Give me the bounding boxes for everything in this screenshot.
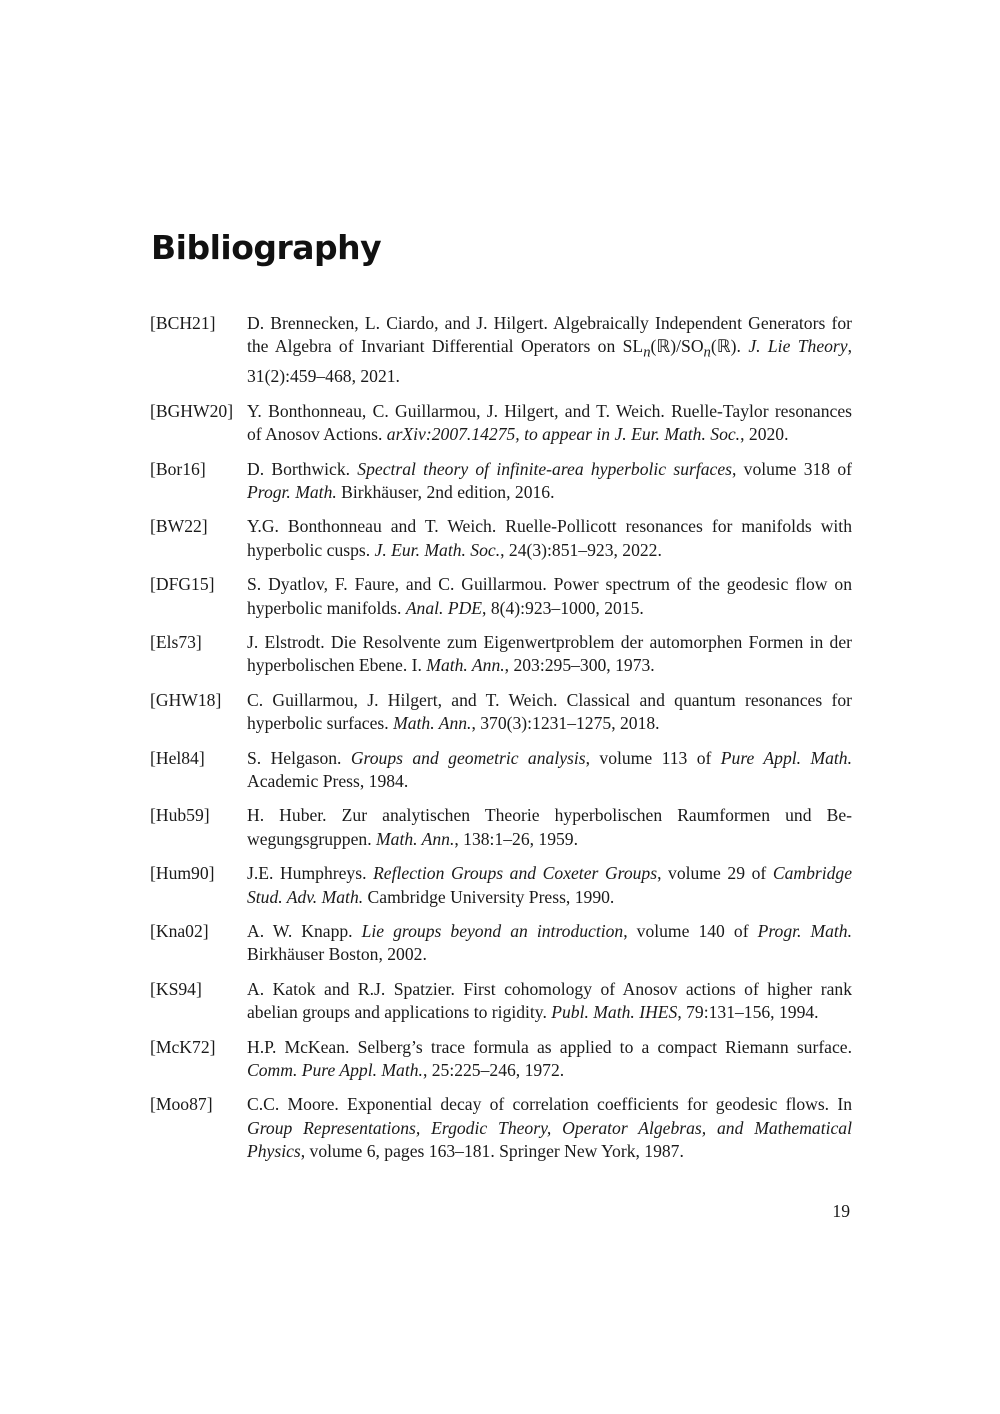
bib-italic-text: Progr. Math. [757,921,852,942]
bib-italic-text: Groups and geometric analysis [350,747,586,768]
bib-text: , 8(4):923–1000, 2015. [482,597,644,618]
bib-text: , volume 6, pages 163–181. Springer New York, 1987. [300,1141,684,1162]
bib-reference [247,862,852,909]
bib-key: [BW22] [150,516,208,537]
bib-text: J. Elstrodt. Die Resolvente zum Eigenwertproblem der automorphen Formen in der hyperbolischen Ebene. I. [247,631,852,676]
bib-italic-text: Math. Ann. [426,655,505,676]
bib-key: [Hel84] [150,747,205,768]
bib-italic-text: J. Lie Theory [748,336,848,357]
bib-text: Birkhäuser Boston, 2002. [247,944,427,965]
bib-text: , volume 140 of [623,921,758,942]
bib-entry [150,400,852,447]
bib-text: A. Katok and R.J. Spatzier. First cohomology of Anosov actions of higher rank abelian groups and applications to rigidity. [247,978,852,1023]
bib-italic-text: Comm. Pure Appl. Math. [247,1060,423,1081]
bib-entry [150,978,852,1025]
page-title: Bibliography [151,228,382,267]
bib-reference [247,515,852,562]
bib-text: D. Brennecken, L. Ciardo, and J. Hilgert. Algebraically Independent Generators for the Algebra of Invariant Differential Operators on SL [247,313,852,357]
bib-entry [150,573,852,620]
page-number: 19 [832,1201,850,1221]
bib-key: [GHW18] [150,689,222,710]
bib-italic-text: Math. Ann. [376,828,455,849]
bib-text: Cambridge University Press, 1990. [363,886,615,907]
bib-reference [247,631,852,678]
bib-reference [247,400,852,447]
bib-text: , volume 29 of [657,863,773,884]
bib-entry [150,631,852,678]
bib-text: C.C. Moore. Exponential decay of correlation coefficients for geodesic flows. In [247,1094,852,1115]
bib-entry [150,312,852,389]
bib-entry [150,689,852,736]
bib-key: [Hub59] [150,805,210,826]
bib-reference [247,573,852,620]
bib-reference [247,747,852,794]
bib-text: , 138:1–26, 1959. [454,828,579,849]
bib-key: [KS94] [150,978,202,999]
bib-text: , 370(3):1231–1275, 2018. [471,713,660,734]
bib-italic-text: Cambridge Stud. Adv. Math. [247,863,853,907]
bib-text: (ℝ)/SO [650,336,704,357]
bib-italic-text: Progr. Math. [247,481,337,502]
bib-text: Y. Bonthonneau, C. Guillarmou, J. Hilgert, and T. Weich. Ruelle-Taylor resonances of Anosov Actions. [247,400,852,445]
bib-text: S. Helgason. [247,747,351,768]
bib-entry [150,515,852,562]
bibliography-list [150,312,852,1175]
bib-text: Y.G. Bonthonneau and T. Weich. Ruelle-Pollicott resonances for manifolds with hyperbolic cusps. [247,516,852,560]
bib-italic-text: Reflection Groups and Coxeter Groups [373,863,658,884]
bib-key: [Bor16] [150,458,206,479]
bib-text: , 2020. [740,424,789,445]
bib-italic-text: n [643,344,651,361]
bib-entry [150,862,852,909]
bib-text: , 24(3):851–923, 2022. [500,539,662,560]
bib-italic-text: J. Eur. Math. Soc. [374,539,501,560]
bib-text: H. Huber. Zur analytischen Theorie hyperbolischen Raumformen und Bewegungsgruppen. [247,805,852,849]
bib-text: , 79:131–156, 1994. [677,1002,819,1023]
bib-text: Birkhäuser, 2nd edition, 2016. [336,481,555,502]
bib-entry [150,1093,852,1163]
bib-entry [150,804,852,851]
bib-key: [DFG15] [150,574,215,595]
bib-entry [150,1036,852,1083]
bib-key: [Els73] [150,631,202,652]
bib-entry [150,920,852,967]
bib-italic-text: Spectral theory of infinite-area hyperbolic surfaces [357,458,733,479]
bib-key: [Kna02] [150,921,209,942]
bib-entry [150,458,852,505]
bib-italic-text: Pure Appl. Math. [720,747,852,768]
bib-key: [BGHW20] [150,400,234,421]
bib-text: , 31(2):459–468, 2021. [247,336,852,387]
bib-text: A. W. Knapp. [247,921,362,942]
bib-reference [247,1093,852,1163]
bib-key: [McK72] [150,1036,216,1057]
bib-italic-text: n [703,344,711,361]
bib-reference [247,312,852,389]
bib-text: S. Dyatlov, F. Faure, and C. Guillarmou. Power spectrum of the geodesic flow on hyperbolic manifolds. [247,574,852,618]
bib-key: [BCH21] [150,313,216,333]
bib-text: C. Guillarmou, J. Hilgert, and T. Weich. Classical and quantum resonances for hyperbolic surfaces. [247,689,852,734]
bib-text: J.E. Humphreys. [247,863,374,884]
bib-italic-text: Group Representations, Ergodic Theory, Operator Algebras, and Mathematical Physics [247,1117,852,1162]
bib-text: , 25:225–246, 1972. [422,1060,565,1081]
bib-text: D. Borthwick. [247,458,358,479]
bib-text: Academic Press, 1984. [247,771,409,792]
bib-italic-text: Math. Ann. [393,713,472,734]
bib-reference [247,804,852,851]
bib-italic-text: Publ. Math. IHES [551,1002,678,1023]
bib-text: , volume 113 of [585,747,721,768]
bib-text: , volume 318 of [732,458,852,479]
bib-italic-text: Anal. PDE [405,597,483,618]
bib-key: [Moo87] [150,1094,213,1115]
bib-text: H.P. McKean. Selberg’s trace formula as applied to a compact Riemann surface. [247,1036,852,1057]
bib-reference [247,458,852,505]
bib-key: [Hum90] [150,863,215,884]
bib-italic-text: arXiv:2007.14275, to appear in J. Eur. Math. Soc. [386,424,741,445]
bib-italic-text: Lie groups beyond an introduction [361,921,624,942]
bib-text: , 203:295–300, 1973. [504,655,655,676]
bib-reference [247,978,852,1025]
bib-text: (ℝ). [710,336,749,357]
bib-reference [247,689,852,736]
bib-entry [150,747,852,794]
bib-reference [247,920,852,967]
bib-reference [247,1036,852,1083]
